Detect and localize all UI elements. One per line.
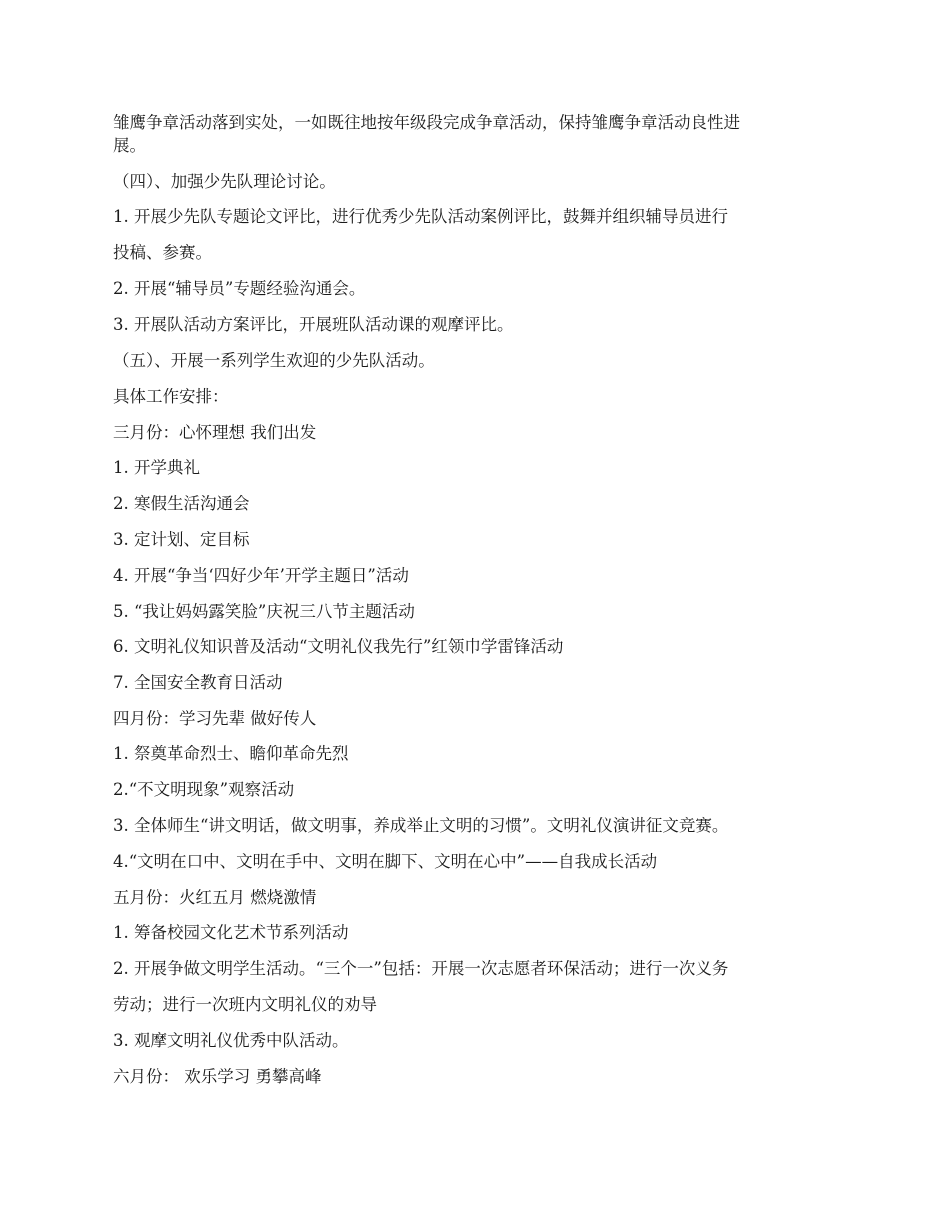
list-item: 6. 文明礼仪知识普及活动“文明礼仪我先行”红领巾学雷锋活动 [113,637,564,656]
month-heading: 五月份：火红五月 燃烧激情 [113,888,317,907]
list-item-continuation: 劳动；进行一次班内文明礼仪的劝导 [113,995,377,1014]
list-item-continuation: 投稿、参赛。 [113,243,212,262]
month-heading: 三月份：心怀理想 我们出发 [113,423,317,442]
list-item: 5. “我让妈妈露笑脸”庆祝三八节主题活动 [113,602,415,621]
list-item: 3. 全体师生“讲文明话，做文明事，养成举止文明的习惯”。文明礼仪演讲征文竞赛。 [113,816,729,835]
list-item: 2. 开展争做文明学生活动。“三个一”包括：开展一次志愿者环保活动；进行一次义务 [113,959,729,978]
list-item: 1. 祭奠革命烈士、瞻仰革命先烈 [113,744,349,763]
list-item: 2. 寒假生活沟通会 [113,494,250,513]
month-heading: 六月份： 欢乐学习 勇攀高峰 [113,1067,322,1086]
section-heading: （五）、开展一系列学生欢迎的少先队活动。 [113,351,435,370]
paragraph-line: 展。 [113,136,146,155]
list-item: 3. 观摩文明礼仪优秀中队活动。 [113,1031,349,1050]
list-item: 2. 开展“辅导员”专题经验沟通会。 [113,279,366,298]
list-item: 4. 开展“争当‘四好少年’开学主题日”活动 [113,566,409,585]
subheading: 具体工作安排： [113,387,229,406]
month-heading: 四月份：学习先辈 做好传人 [113,709,317,728]
list-item: 7. 全国安全教育日活动 [113,673,283,692]
list-item: 2.“不文明现象”观察活动 [113,780,295,799]
list-item: 4.“文明在口中、文明在手中、文明在脚下、文明在心中”——自我成长活动 [113,852,658,871]
list-item: 1. 筹备校园文化艺术节系列活动 [113,923,349,942]
list-item: 1. 开展少先队专题论文评比，进行优秀少先队活动案例评比，鼓舞并组织辅导员进行 [113,207,728,226]
list-item: 3. 开展队活动方案评比，开展班队活动课的观摩评比。 [113,315,514,334]
paragraph-line: 雏鹰争章活动落到实处，一如既往地按年级段完成争章活动，保持雏鹰争章活动良性进 [113,113,740,132]
list-item: 3. 定计划、定目标 [113,530,250,549]
list-item: 1. 开学典礼 [113,458,200,477]
section-heading: （四）、加强少先队理论讨论。 [113,172,336,191]
